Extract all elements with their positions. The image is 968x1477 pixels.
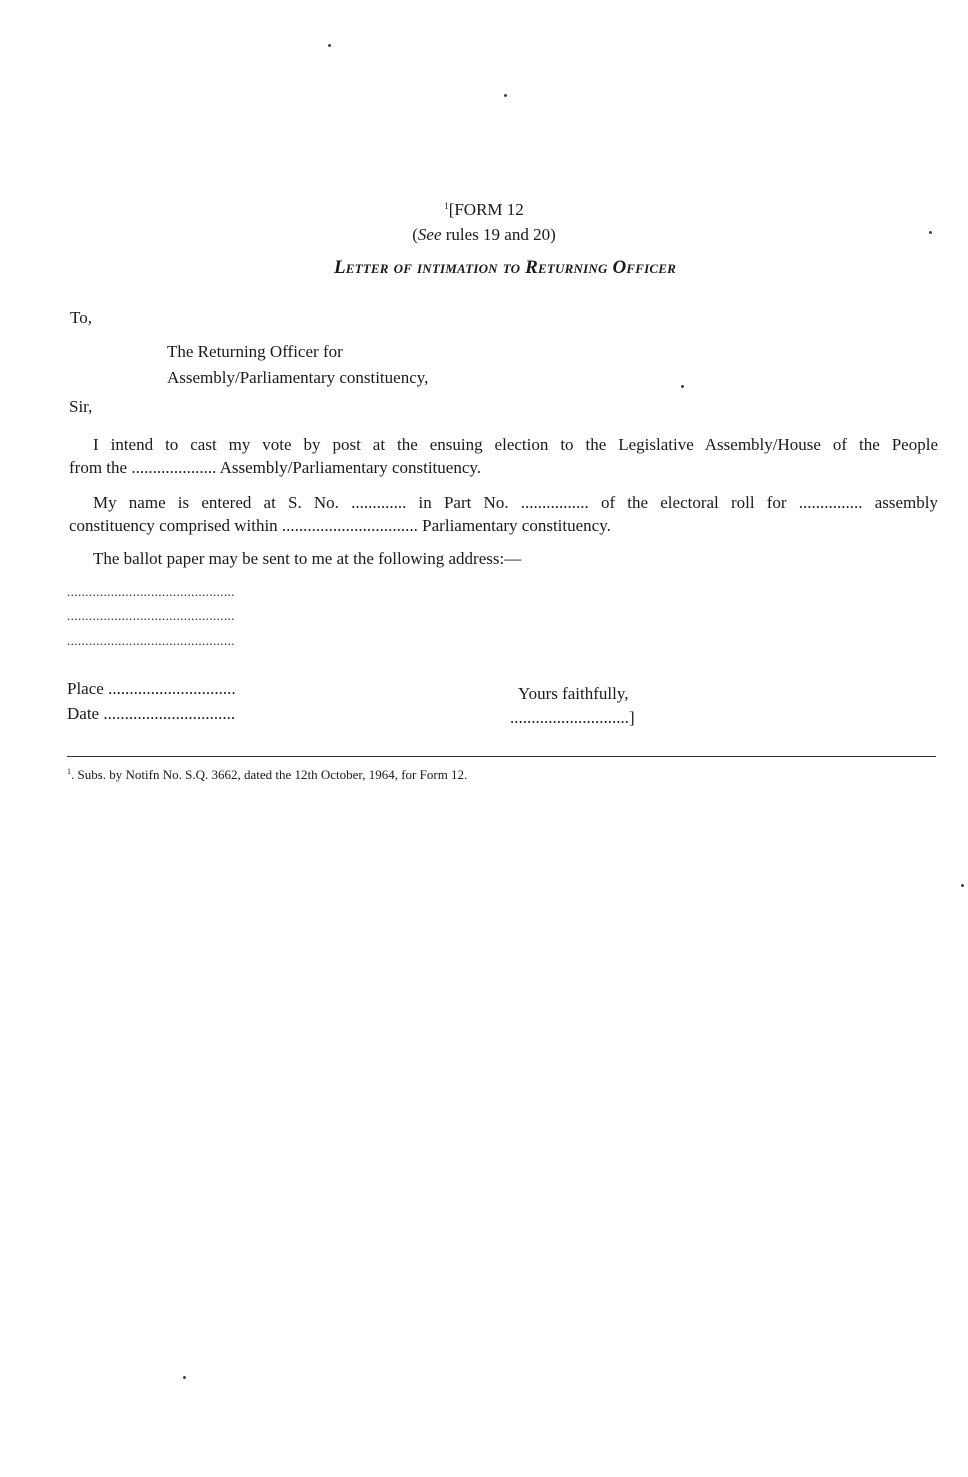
- paragraph-1-line-1: I intend to cast my vote by post at the ensuing election to the Legislative Assembly/House of the People: [93, 435, 938, 454]
- form-title: Letter of intimation to Returning Officer: [333, 257, 677, 278]
- paragraph-1-line-2: from the .................... Assembly/Parliamentary constituency.: [69, 458, 482, 477]
- paragraph-3: The ballot paper may be sent to me at the following address:—: [93, 549, 522, 568]
- footnote: [67, 767, 467, 783]
- scan-speck: [328, 44, 331, 47]
- place-field: Place ..............................: [67, 679, 236, 698]
- see-rules-open: (: [412, 225, 418, 244]
- scan-speck: [504, 94, 507, 97]
- scan-speck: [183, 1376, 186, 1379]
- paragraph-2-line-2: constituency comprised within ................................ Parliamentary constituency.: [69, 516, 611, 535]
- address-line-2: ..............................................: [67, 608, 235, 623]
- addressee-line-2: Assembly/Parliamentary constituency,: [167, 368, 429, 387]
- yours-faithfully: Yours faithfully,: [518, 684, 629, 703]
- form-number-heading: [0, 200, 968, 220]
- footnote-number: 1: [67, 767, 71, 776]
- signature-line: ............................]: [510, 708, 635, 727]
- date-field: Date ...............................: [67, 704, 236, 723]
- paragraph-2-line-1: My name is entered at S. No. ............. in Part No. ................ of the electoral roll for ............... assembly: [93, 493, 938, 512]
- scan-speck: [961, 884, 964, 887]
- footnote-divider: [67, 756, 936, 757]
- addressee-line-1: The Returning Officer for: [167, 342, 343, 361]
- address-line-1: ..............................................: [67, 584, 235, 599]
- see-rules-prefix: See: [417, 225, 442, 244]
- footnote-text: . Subs. by Notifn No. S.Q. 3662, dated the 12th October, 1964, for Form 12.: [71, 767, 468, 782]
- salutation-sir: Sir,: [69, 397, 93, 416]
- footnote-marker: 1: [444, 201, 449, 211]
- see-rules-reference: [0, 225, 968, 245]
- address-line-3: ..............................................: [67, 633, 235, 648]
- scan-speck: [681, 385, 684, 388]
- form-number: [FORM 12: [448, 200, 524, 219]
- salutation-to: To,: [70, 308, 92, 327]
- see-rules-text: rules 19 and 20): [441, 225, 556, 244]
- scan-speck: [929, 231, 932, 234]
